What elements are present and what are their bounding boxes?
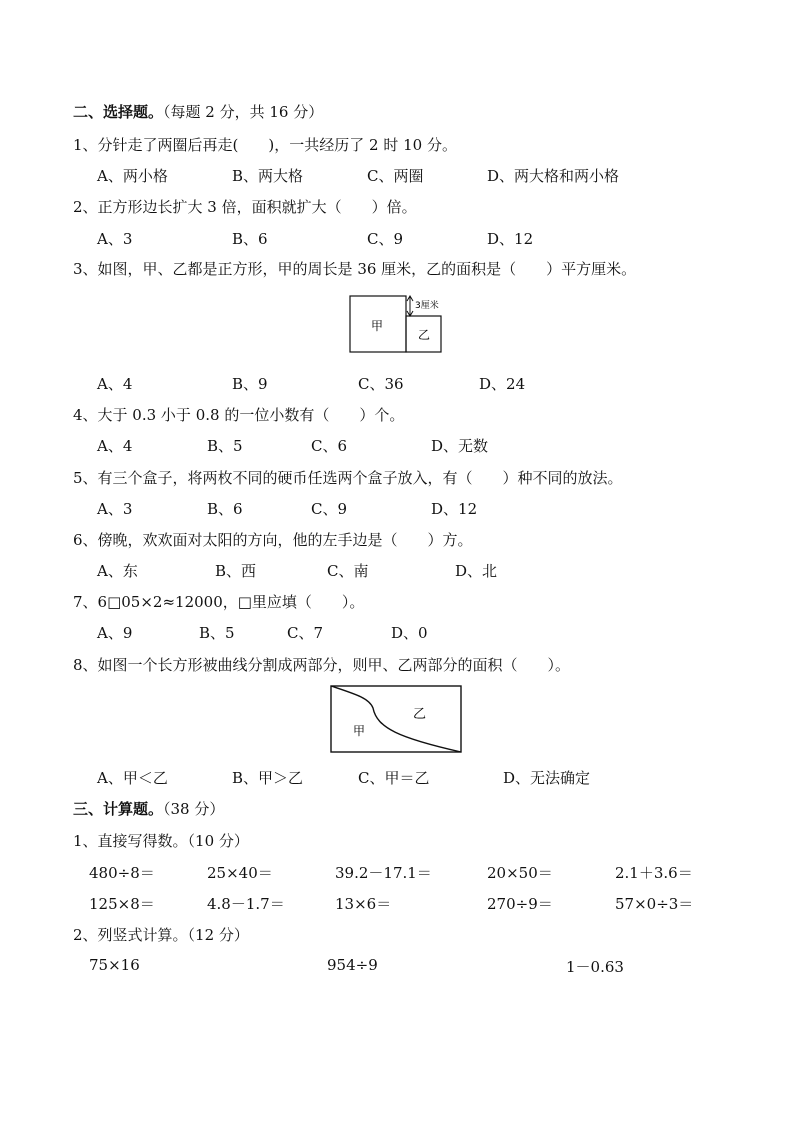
calc-item: 20×50＝ xyxy=(487,864,553,882)
square-yi-label: 乙 xyxy=(418,328,431,342)
calc-item: 4.8－1.7＝ xyxy=(207,895,285,913)
question-2-option-a: A、3 xyxy=(97,230,133,248)
vertical-calc-item: 954÷9 xyxy=(327,956,378,974)
question-2-option-b: B、6 xyxy=(232,230,268,248)
question-8-figure-rectangle xyxy=(325,682,467,758)
calc-item: 125×8＝ xyxy=(89,895,155,913)
question-7-option-a: A、9 xyxy=(97,624,133,642)
question-2-option-d: D、12 xyxy=(487,230,534,248)
dimension-label: 3厘米 xyxy=(415,301,439,311)
question-4-option-a: A、4 xyxy=(97,437,133,455)
section-2-heading xyxy=(73,101,323,122)
question-8-option-c: C、甲＝乙 xyxy=(358,769,430,787)
question-1-stem: 1、分针走了两圈后再走( )，一共经历了 2 时 10 分。 xyxy=(73,136,457,154)
question-1-option-a: A、两小格 xyxy=(97,167,168,185)
outer-rectangle xyxy=(331,686,461,752)
question-5-option-b: B、6 xyxy=(207,500,243,518)
section-2-title: 二、选择题。 xyxy=(73,103,164,121)
question-6-option-d: D、北 xyxy=(455,562,498,580)
question-2-stem: 2、正方形边长扩大 3 倍，面积就扩大（ ）倍。 xyxy=(73,198,417,216)
question-8-option-a: A、甲＜乙 xyxy=(97,769,168,787)
question-1-option-c: C、两圈 xyxy=(367,167,424,185)
question-2-option-c: C、9 xyxy=(367,230,404,248)
question-7-stem: 7、6□05×2≈12000，□里应填（ ）。 xyxy=(73,593,365,611)
question-3-option-a: A、4 xyxy=(97,375,133,393)
question-3-stem: 3、如图，甲、乙都是正方形，甲的周长是 36 厘米，乙的面积是（ ）平方厘米。 xyxy=(73,260,637,278)
question-8-option-d: D、无法确定 xyxy=(503,769,591,787)
question-6-option-b: B、西 xyxy=(215,562,257,580)
calc-item: 270÷9＝ xyxy=(487,895,553,913)
question-5-option-a: A、3 xyxy=(97,500,133,518)
vertical-calc-item: 75×16 xyxy=(89,956,140,974)
calc-item: 480÷8＝ xyxy=(89,864,155,882)
question-1-option-d: D、两大格和两小格 xyxy=(487,167,620,185)
calc-q2-title: 2、列竖式计算。（12 分） xyxy=(73,926,249,944)
question-4-option-d: D、无数 xyxy=(431,437,489,455)
calc-item: 57×0÷3＝ xyxy=(615,895,694,913)
question-6-stem: 6、傍晚，欢欢面对太阳的方向，他的左手边是（ ）方。 xyxy=(73,531,473,549)
question-3-option-b: B、9 xyxy=(232,375,268,393)
calc-q1-title: 1、直接写得数。（10 分） xyxy=(73,832,249,850)
section-3-heading xyxy=(73,798,224,819)
question-7-option-b: B、5 xyxy=(199,624,235,642)
section-3-title: 三、计算题。 xyxy=(73,800,164,818)
calc-item: 13×6＝ xyxy=(335,895,392,913)
dividing-curve xyxy=(331,686,461,752)
question-6-option-c: C、南 xyxy=(327,562,369,580)
question-5-option-d: D、12 xyxy=(431,500,478,518)
region-jia-label: 甲 xyxy=(353,724,366,738)
question-7-option-c: C、7 xyxy=(287,624,324,642)
question-6-option-a: A、东 xyxy=(97,562,138,580)
section-2-note: （每题 2 分，共 16 分） xyxy=(163,103,324,121)
question-8-option-b: B、甲＞乙 xyxy=(232,769,304,787)
calc-item: 2.1＋3.6＝ xyxy=(615,864,693,882)
calc-item: 25×40＝ xyxy=(207,864,273,882)
question-3-option-c: C、36 xyxy=(358,375,404,393)
region-yi-label: 乙 xyxy=(413,707,427,722)
section-3-note: （38 分） xyxy=(163,800,225,818)
question-4-option-b: B、5 xyxy=(207,437,243,455)
question-5-option-c: C、9 xyxy=(311,500,348,518)
question-7-option-d: D、0 xyxy=(391,624,428,642)
vertical-calc-item: 1－0.63 xyxy=(566,958,624,976)
question-8-stem: 8、如图一个长方形被曲线分割成两部分，则甲、乙两部分的面积（ ）。 xyxy=(73,656,571,674)
question-4-stem: 4、大于 0.3 小于 0.8 的一位小数有（ ）个。 xyxy=(73,406,405,424)
question-5-stem: 5、有三个盒子，将两枚不同的硬币任选两个盒子放入，有（ ）种不同的放法。 xyxy=(73,469,623,487)
square-jia-label: 甲 xyxy=(371,319,384,333)
question-1-option-b: B、两大格 xyxy=(232,167,304,185)
question-4-option-c: C、6 xyxy=(311,437,348,455)
question-3-option-d: D、24 xyxy=(479,375,526,393)
calc-item: 39.2－17.1＝ xyxy=(335,864,432,882)
question-3-figure-squares xyxy=(340,290,450,356)
